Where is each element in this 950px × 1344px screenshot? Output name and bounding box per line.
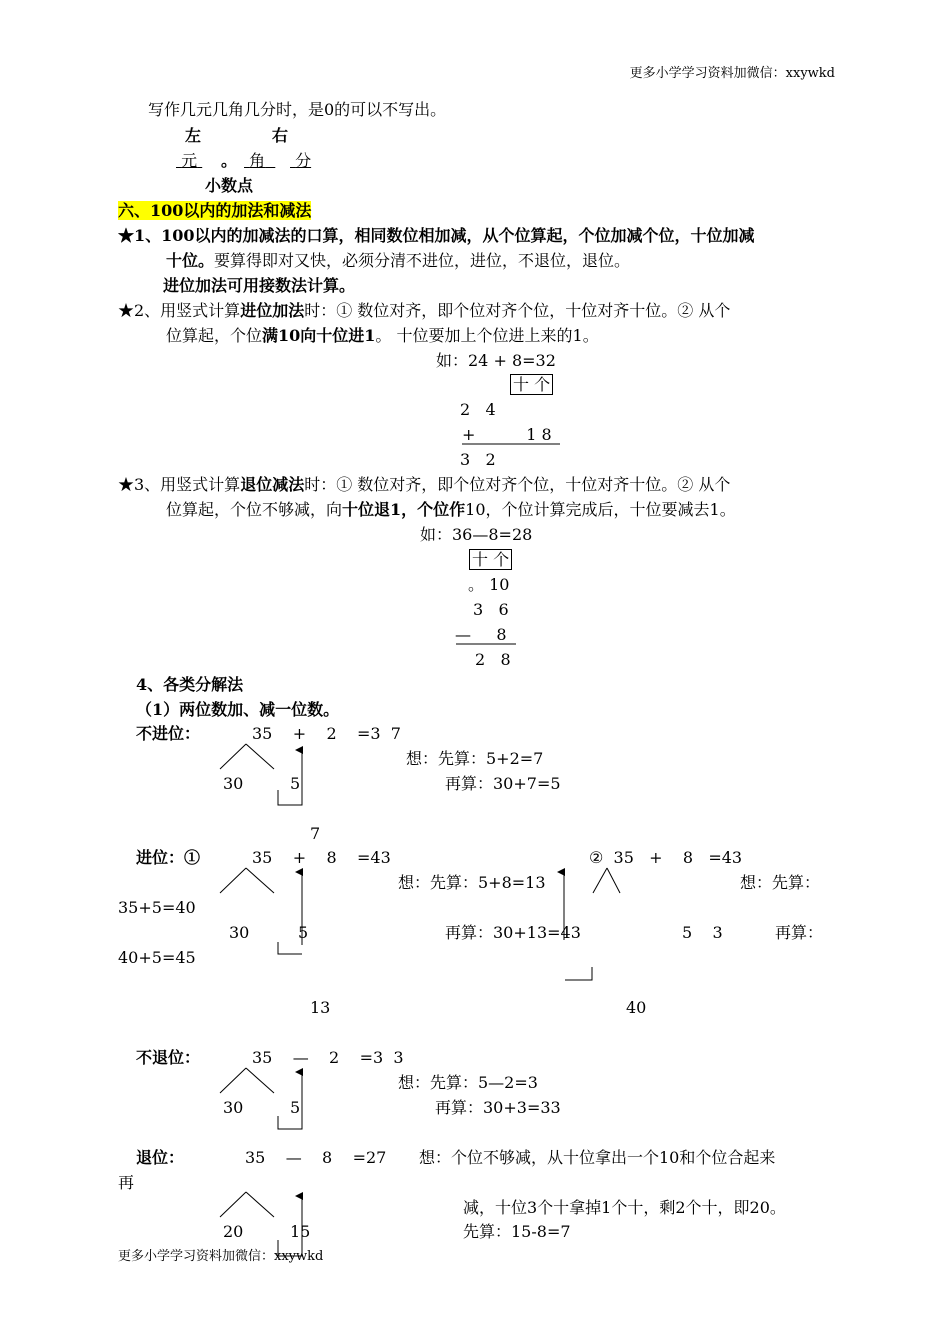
example2-borrow-mark: 。 10 bbox=[468, 575, 510, 594]
carry-think4b: 40+5=45 bbox=[118, 948, 196, 967]
point3-line1: ★3、用竖式计算退位减法时：① 数位对齐，即个位对齐个位，十位对齐十位。② 从个 bbox=[118, 475, 731, 494]
point3-line2: 位算起，个位不够减，向十位退1，个位作10，个位计算完成后，十位要减去1。 bbox=[166, 500, 736, 519]
carry-sum2: 40 bbox=[626, 998, 647, 1017]
decomp-subtitle: （1）两位数加、减一位数。 bbox=[136, 700, 340, 719]
example1-place-header: 十 个 bbox=[510, 374, 553, 395]
borrow-label: 退位： bbox=[136, 1148, 185, 1167]
decimal-dot: 。 bbox=[221, 151, 238, 170]
noborrow-ones: 5 bbox=[290, 1098, 301, 1117]
right-label: 右 bbox=[272, 126, 289, 145]
carry-split-lines bbox=[220, 868, 302, 954]
watermark-bottom: 更多小学学习资料加微信：xxywkd bbox=[118, 1249, 324, 1264]
nocarry-think2: 再算：30+7=5 bbox=[445, 774, 561, 793]
example1-row2: + 1 8 bbox=[462, 425, 552, 444]
borrow-equation: 35 — 8 =27 bbox=[245, 1148, 387, 1167]
carry-equation: 35 + 8 =43 bbox=[252, 848, 391, 867]
point1-bold: ★1、100以内的加减法的口算，相同数位相加减，从个位算起，个位加减个位，十位加减 bbox=[118, 226, 755, 245]
watermark-top: 更多小学学习资料加微信：xxywkd bbox=[629, 66, 835, 81]
example2-row1: 3 6 bbox=[473, 600, 509, 619]
carry-think1: 想：先算：5+8=13 bbox=[398, 873, 546, 892]
carry-ones: 5 bbox=[298, 923, 309, 942]
borrow-think1b: 再 bbox=[118, 1173, 135, 1192]
point2-line2: 位算起，个位满10向十位进1。 十位要加上个位进上来的1。 bbox=[166, 326, 599, 345]
nocarry-think1: 想：先算：5+2=7 bbox=[406, 749, 544, 768]
noborrow-tens: 30 bbox=[223, 1098, 244, 1117]
nocarry-label: 不进位： bbox=[136, 724, 201, 743]
noborrow-label: 不退位： bbox=[136, 1048, 201, 1067]
section-title: 六、100以内的加法和减法 bbox=[118, 201, 312, 220]
example2-title: 如：36—8=28 bbox=[420, 525, 533, 544]
carry-think2: 再算：30+13=43 bbox=[445, 923, 581, 942]
nocarry-sum: 7 bbox=[310, 824, 321, 843]
yuan-label: 元 bbox=[181, 151, 198, 170]
borrow-ones: 15 bbox=[290, 1222, 311, 1241]
point1-line2: 十位。要算得即对又快，必须分清不进位，进位，不退位，退位。 bbox=[166, 251, 631, 270]
decimal-point-label: 小数点 bbox=[205, 176, 254, 195]
carry-think3: 想：先算： bbox=[740, 873, 821, 892]
example2-row2: — 8 bbox=[455, 625, 507, 644]
nocarry-equation: 35 + 2 =3 7 bbox=[252, 724, 401, 743]
noborrow-think1: 想：先算：5—2=3 bbox=[398, 1073, 538, 1092]
borrow-split-lines bbox=[220, 1192, 302, 1256]
borrow-tens: 20 bbox=[223, 1222, 244, 1241]
carry-equation2: ② 35 + 8 =43 bbox=[589, 848, 743, 867]
example2-result: 2 8 bbox=[475, 650, 511, 669]
example1-title: 如：24 + 8=32 bbox=[436, 351, 556, 370]
carry-label: 进位：① bbox=[136, 848, 201, 867]
noborrow-think2: 再算：30+3=33 bbox=[435, 1098, 561, 1117]
nocarry-tens: 30 bbox=[223, 774, 244, 793]
noborrow-equation: 35 — 2 =3 3 bbox=[252, 1048, 404, 1067]
carry-sum: 13 bbox=[310, 998, 331, 1017]
carry2-split-lines bbox=[564, 868, 620, 980]
carry-tens: 30 bbox=[229, 923, 250, 942]
nocarry-split-lines bbox=[220, 744, 302, 805]
point1-carry-note: 进位加法可用接数法计算。 bbox=[163, 276, 356, 295]
point2-line1: ★2、用竖式计算进位加法时：① 数位对齐，即个位对齐个位，十位对齐十位。② 从个 bbox=[118, 301, 731, 320]
borrow-think3: 先算：15-8=7 bbox=[463, 1222, 571, 1241]
money-note: 写作几元几角几分时，是0的可以不写出。 bbox=[148, 100, 447, 119]
example1-row1: 2 4 bbox=[460, 400, 496, 419]
nocarry-ones: 5 bbox=[290, 774, 301, 793]
borrow-think2: 减，十位3个十拿掉1个十，剩2个十，即20。 bbox=[463, 1198, 786, 1217]
fen-label: 分 bbox=[295, 151, 312, 170]
carry-split2: 5 3 bbox=[682, 923, 723, 942]
decomp-title: 4、各类分解法 bbox=[136, 675, 244, 694]
left-label: 左 bbox=[185, 126, 202, 145]
borrow-think1: 想：个位不够减，从十位拿出一个10和个位合起来 bbox=[419, 1148, 776, 1167]
example1-result: 3 2 bbox=[460, 450, 496, 469]
noborrow-split-lines bbox=[220, 1068, 302, 1129]
example2-place-header: 十 个 bbox=[469, 549, 512, 570]
jiao-label: 角 bbox=[249, 151, 266, 170]
carry-think3b: 35+5=40 bbox=[118, 898, 196, 917]
carry-think4: 再算： bbox=[775, 923, 824, 942]
